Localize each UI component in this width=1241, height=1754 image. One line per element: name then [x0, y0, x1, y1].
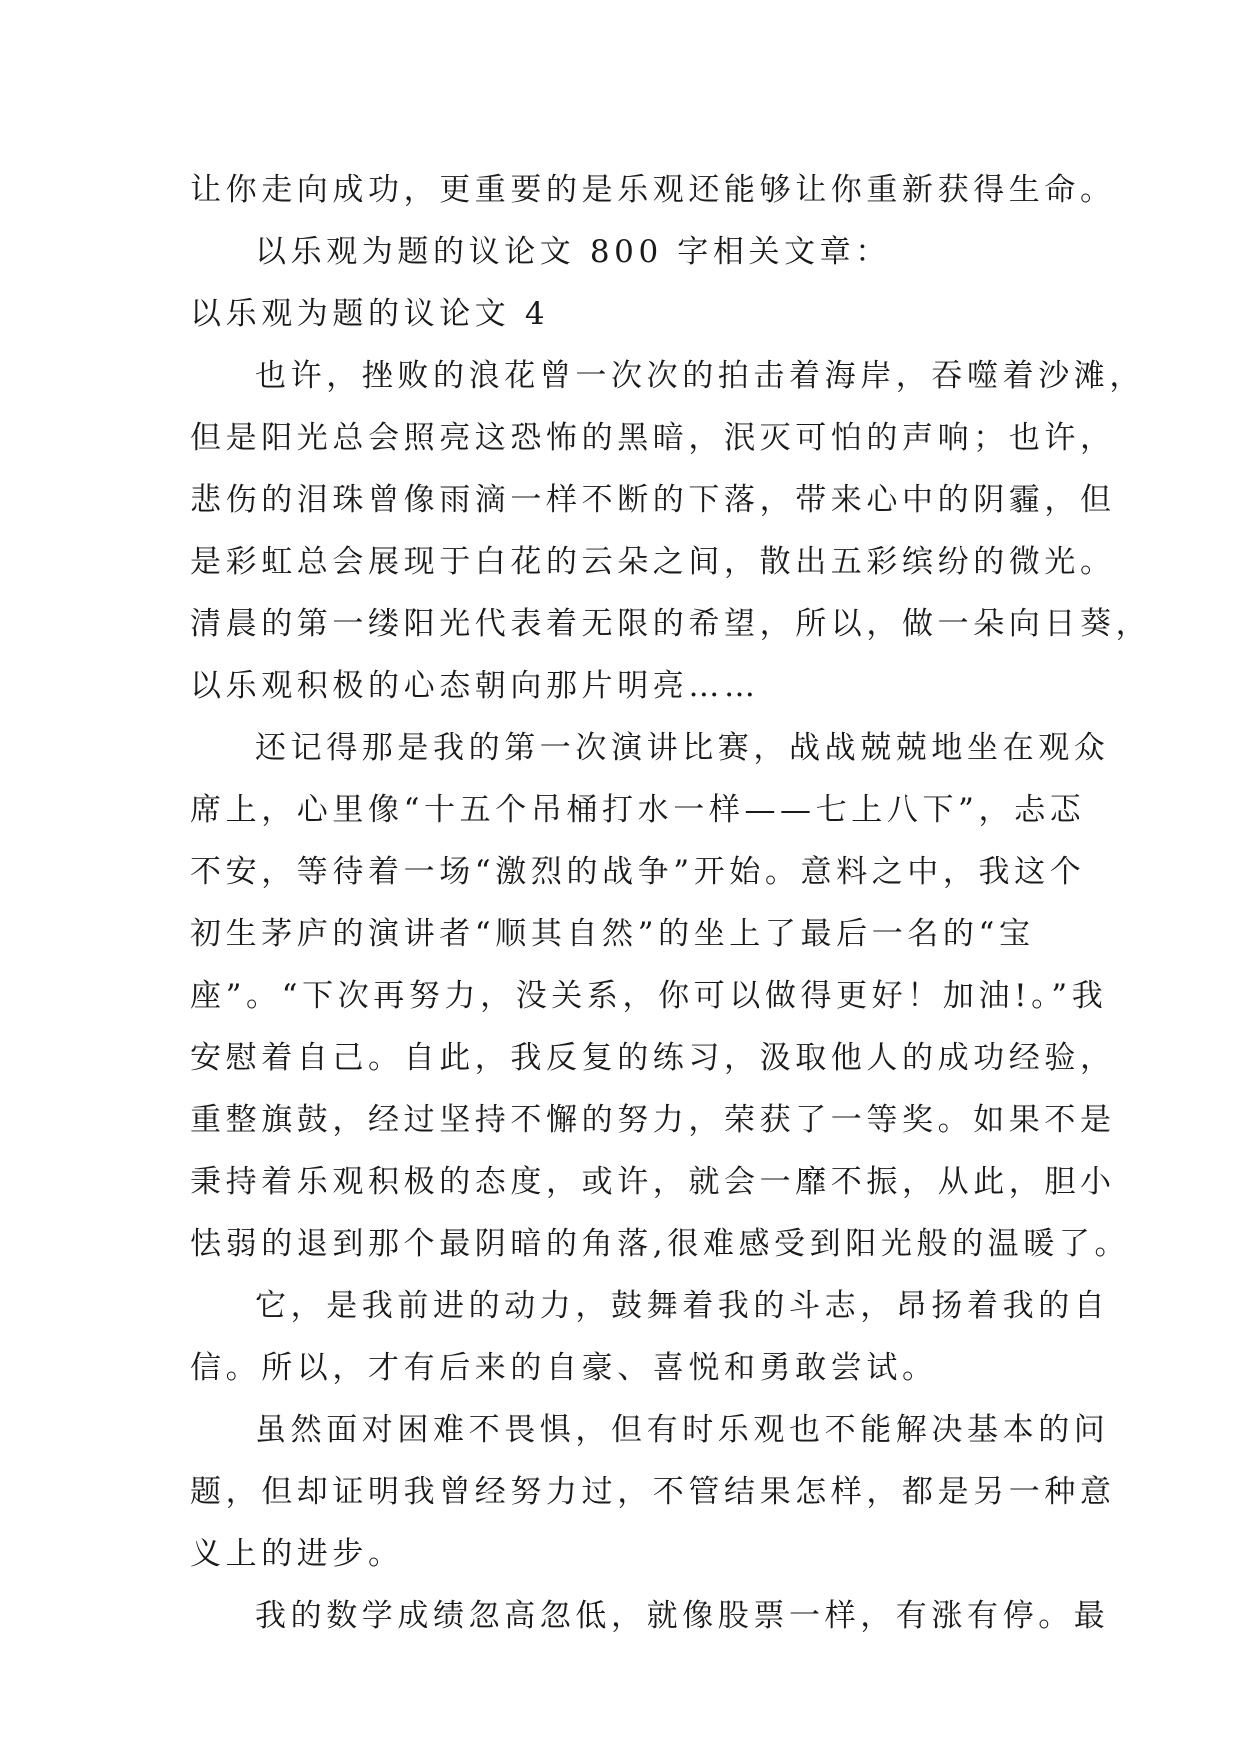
text-line: 还记得那是我的第一次演讲比赛，战战兢兢地坐在观众 — [255, 730, 1110, 766]
text-line: 以乐观为题的议论文 800 字相关文章： — [255, 234, 891, 270]
text-line: 重整旗鼓，经过坚持不懈的努力，荣获了一等奖。如果不是 — [190, 1102, 1116, 1138]
text-line: 席上，心里像“十五个吊桶打水一样——七上八下”，忐忑 — [190, 792, 1086, 828]
text-line: 但是阳光总会照亮这恐怖的黑暗，泯灭可怕的声响；也许， — [190, 420, 1116, 456]
text-line: 义上的进步。 — [190, 1536, 404, 1572]
section-heading: 以乐观为题的议论文 4 — [190, 296, 550, 332]
text-line: 我的数学成绩忽高忽低，就像股票一样，有涨有停。最 — [255, 1598, 1110, 1634]
text-line: 悲伤的泪珠曾像雨滴一样不断的下落，带来心中的阴霾，但 — [190, 482, 1116, 518]
text-line: 也许，挫败的浪花曾一次次的拍击着海岸，吞噬着沙滩， — [255, 358, 1145, 394]
text-line: 题，但却证明我曾经努力过，不管结果怎样，都是另一种意 — [190, 1474, 1116, 1510]
text-line: 座”。“下次再努力，没关系，你可以做得更好！加油!。”我 — [190, 978, 1108, 1014]
text-line: 初生茅庐的演讲者“顺其自然”的坐上了最后一名的“宝 — [190, 916, 1035, 952]
text-line: 是彩虹总会展现于白花的云朵之间，散出五彩缤纷的微光。 — [190, 544, 1116, 580]
text-line: 以乐观积极的心态朝向那片明亮…… — [190, 668, 760, 704]
text-line: 让你走向成功，更重要的是乐观还能够让你重新获得生命。 — [190, 172, 1116, 208]
text-line: 怯弱的退到那个最阴暗的角落,很难感受到阳光般的温暖了。 — [190, 1226, 1131, 1262]
text-line: 安慰着自己。自此，我反复的练习，汲取他人的成功经验， — [190, 1040, 1116, 1076]
document-body — [190, 159, 1152, 1647]
text-line: 它，是我前进的动力，鼓舞着我的斗志，昂扬着我的自 — [255, 1288, 1110, 1324]
text-line: 不安，等待着一场“激烈的战争”开始。意料之中，我这个 — [190, 854, 1086, 890]
text-line: 清晨的第一缕阳光代表着无限的希望，所以，做一朵向日葵， — [190, 606, 1152, 642]
text-line: 虽然面对困难不畏惧，但有时乐观也不能解决基本的问 — [255, 1412, 1110, 1448]
text-line: 信。所以，才有后来的自豪、喜悦和勇敢尝试。 — [190, 1350, 938, 1386]
text-line: 秉持着乐观积极的态度，或许，就会一靡不振，从此，胆小 — [190, 1164, 1116, 1200]
